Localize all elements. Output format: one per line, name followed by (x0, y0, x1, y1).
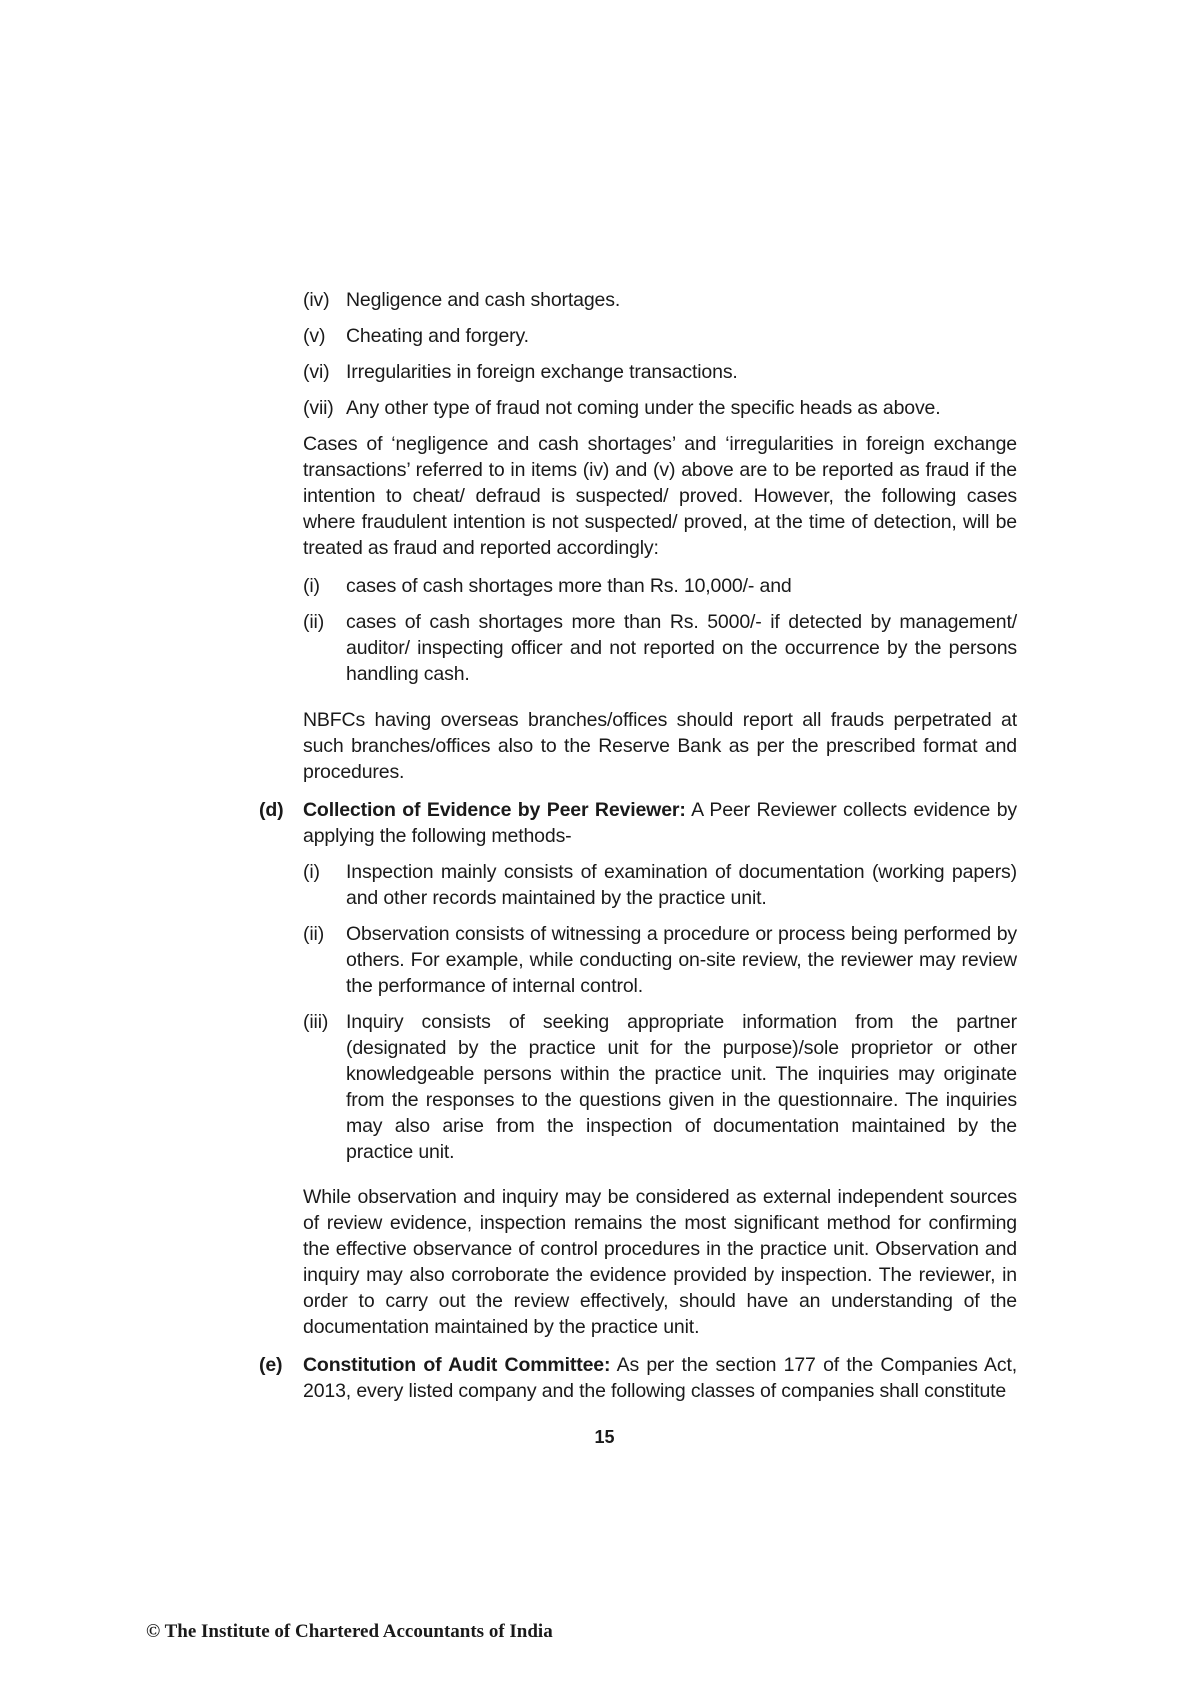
list-item (259, 859, 1017, 911)
section-text (303, 1352, 1017, 1404)
list-item (259, 609, 1017, 687)
list-text: Irregularities in foreign exchange transactions. (346, 361, 738, 383)
list-text: Any other type of fraud not coming under the specific heads as above. (346, 397, 941, 419)
page-content (259, 287, 1017, 1414)
section-d (259, 797, 1017, 849)
list-number: (ii) (303, 611, 325, 633)
cases-paragraph: Cases of ‘negligence and cash shortages’ and ‘irregularities in foreign exchange transactions’ referred to in items (iv) and (v) above are to be reported as fraud if the intention to cheat/ defraud is suspected/ proved. However, the following cases where fraudulent intention is not suspected/ proved, at the time of detection, will be treated as fraud and reported accordingly: (303, 433, 1017, 559)
nbfc-paragraph: NBFCs having overseas branches/offices should report all frauds perpetrated at such branches/offices also to the Reserve Bank as per the prescribed format and procedures. (303, 708, 1017, 783)
section-number: (d) (259, 798, 284, 821)
list-item (259, 573, 1017, 599)
list-text: Observation consists of witnessing a procedure or process being performed by others. For example, while conducting on-site review, the reviewer may review the performance of internal control. (346, 922, 1017, 997)
section-intro: A Peer Reviewer collects evidence by applying the following methods- (303, 798, 1018, 847)
list-text: Inquiry consists of seeking appropriate information from the partner (designated by the practice unit for the purpose)/sole proprietor or other knowledgeable persons within the practice unit. The inquiries may originate from the responses to the questions given in the questionnaire. The inquiries may also arise from the inspection of documentation maintained by the practice unit. (346, 1010, 1017, 1163)
list-text: Cheating and forgery. (346, 325, 529, 347)
list-item (259, 395, 1017, 421)
list-number: (ii) (303, 922, 325, 945)
section-intro: As per the section 177 of the Companies Act, 2013, every listed company and the following classes of companies shall constitute (303, 1354, 1018, 1402)
list-text: cases of cash shortages more than Rs. 10,000/- and (346, 575, 792, 597)
list-number: (v) (303, 325, 326, 347)
list-number: (iv) (303, 289, 330, 311)
copyright-footer: © The Institute of Chartered Accountants of India (146, 1621, 553, 1642)
list-item (259, 323, 1017, 349)
section-text (303, 797, 1017, 849)
list-number: (vii) (303, 397, 334, 419)
list-number: (iii) (303, 1010, 329, 1033)
closing-paragraph: While observation and inquiry may be considered as external independent sources of review evidence, inspection remains the most significant method for confirming the effective observance of control procedures in the practice unit. Observation and inquiry may also corroborate the evidence provided by inspection. The reviewer, in order to carry out the review effectively, should have an understanding of the documentation maintained by the practice unit. (303, 1186, 1017, 1338)
section-heading: Constitution of Audit Committee: (303, 1354, 611, 1376)
list-number: (vi) (303, 361, 330, 383)
cash-shortage-list (259, 573, 1017, 687)
evidence-methods-list (259, 859, 1017, 1165)
list-text: cases of cash shortages more than Rs. 5000/- if detected by management/ auditor/ inspecting officer and not reported on the occurrence by the persons handling cash. (346, 611, 1017, 685)
page-number: 15 (594, 1427, 615, 1447)
section-e (259, 1352, 1017, 1404)
list-item (259, 359, 1017, 385)
list-text: Negligence and cash shortages. (346, 289, 621, 311)
section-heading: Collection of Evidence by Peer Reviewer: (303, 798, 686, 821)
section-number: (e) (259, 1354, 283, 1376)
fraud-type-list (259, 287, 1017, 421)
list-number: (i) (303, 575, 320, 597)
list-text: Inspection mainly consists of examination of documentation (working papers) and other records maintained by the practice unit. (346, 860, 1017, 909)
list-item (259, 921, 1017, 999)
list-item (259, 1009, 1017, 1165)
list-item (259, 287, 1017, 313)
list-number: (i) (303, 860, 320, 883)
